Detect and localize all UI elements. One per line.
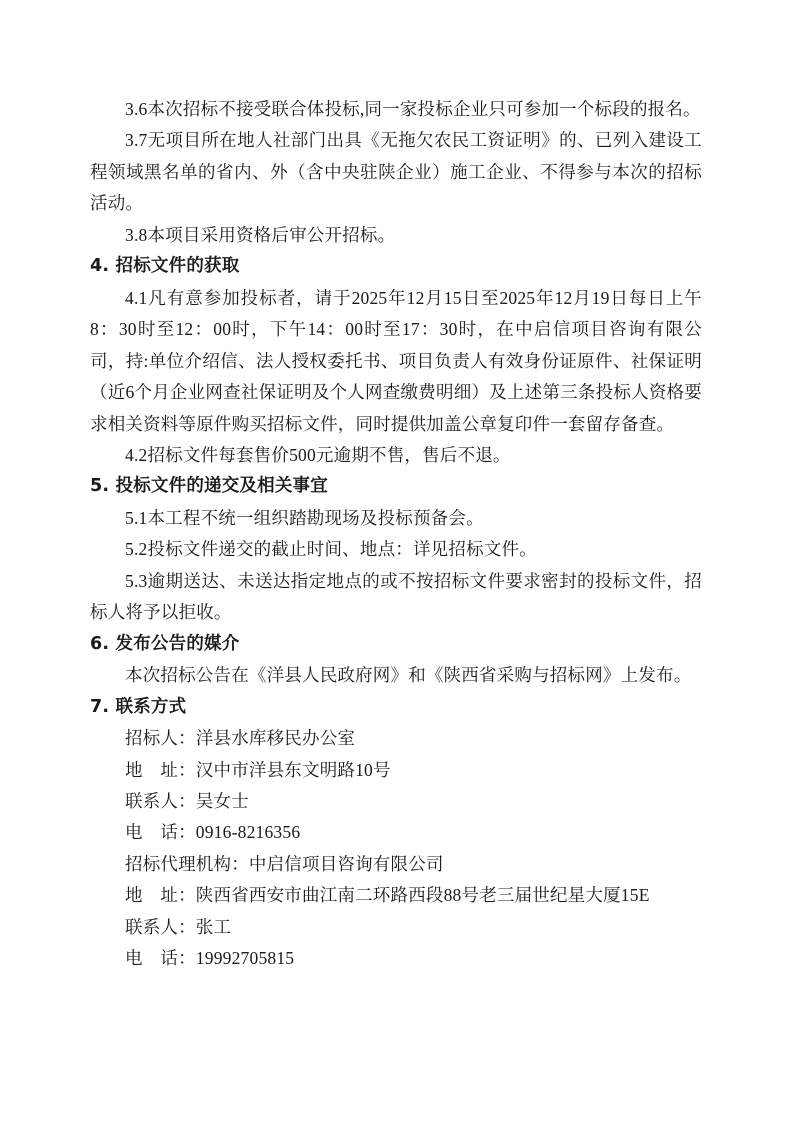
contact-agency-address: 地 址：陕西省西安市曲江南二环路西段88号老三届世纪星大厦15E (125, 885, 650, 906)
contact-tenderer-phone: 电 话：0916-8216356 (125, 822, 301, 843)
contact-agency: 招标代理机构：中启信项目咨询有限公司 (125, 853, 444, 874)
section-heading-5: 5. 投标文件的递交及相关事宜 (90, 476, 328, 497)
section-heading-4: 4. 招标文件的获取 (90, 256, 240, 277)
contact-tenderer-address: 地 址：汉中市洋县东文明路10号 (125, 759, 391, 780)
section-heading-7: 7. 联系方式 (90, 696, 187, 717)
clause-3-6: 3.6本次招标不接受联合体投标,同一家投标企业只可参加一个标段的报名。 (125, 99, 701, 119)
contact-tenderer: 招标人：洋县水库移民办公室 (125, 728, 356, 749)
section-heading-6: 6. 发布公告的媒介 (90, 633, 240, 654)
contact-agency-person: 联系人：张工 (125, 916, 232, 937)
media-paragraph: 本次招标公告在《洋县人民政府网》和《陕西省采购与招标网》上发布。 (125, 665, 692, 686)
clause-5-1: 5.1本工程不统一组织踏勘现场及投标预备会。 (125, 507, 484, 528)
clause-3-7: 3.7无项目所在地人社部门出具《无拖欠农民工资证明》的、已列入建设工程领域黑名单的省内、外（含中央驻陕企业）施工企业、不得参与本次的招标活动。 (90, 130, 702, 214)
contact-agency-phone: 电 话：19992705815 (125, 948, 295, 969)
clause-3-8: 3.8本项目采用资格后审公开招标。 (125, 224, 396, 245)
document-body (90, 94, 702, 975)
clause-5-3: 5.3逾期送达、未送达指定地点的或不按招标文件要求密封的投标文件，招标人将予以拒收。 (90, 570, 702, 623)
clause-4-2: 4.2招标文件每套售价500元逾期不售，售后不退。 (125, 444, 511, 465)
clause-5-2: 5.2投标文件递交的截止时间、地点：详见招标文件。 (125, 539, 537, 560)
clause-4-1: 4.1凡有意参加投标者，请于2025年12月15日至2025年12月19日每日上午8：30时至12：00时，下午14：00时至17：30时，在中启信项目咨询有限公司，持:单位介绍信、法人授权委托书、项目负责人有效身份证原件、社保证明（近6个月企业网查社保证明及个人网查缴费明细）及上述第三条投标人资格要求相关资料等原件购买招标文件，同时提供加盖公章复印件一套留存备查。 (90, 287, 702, 434)
contact-tenderer-person: 联系人：吴女士 (125, 790, 249, 811)
